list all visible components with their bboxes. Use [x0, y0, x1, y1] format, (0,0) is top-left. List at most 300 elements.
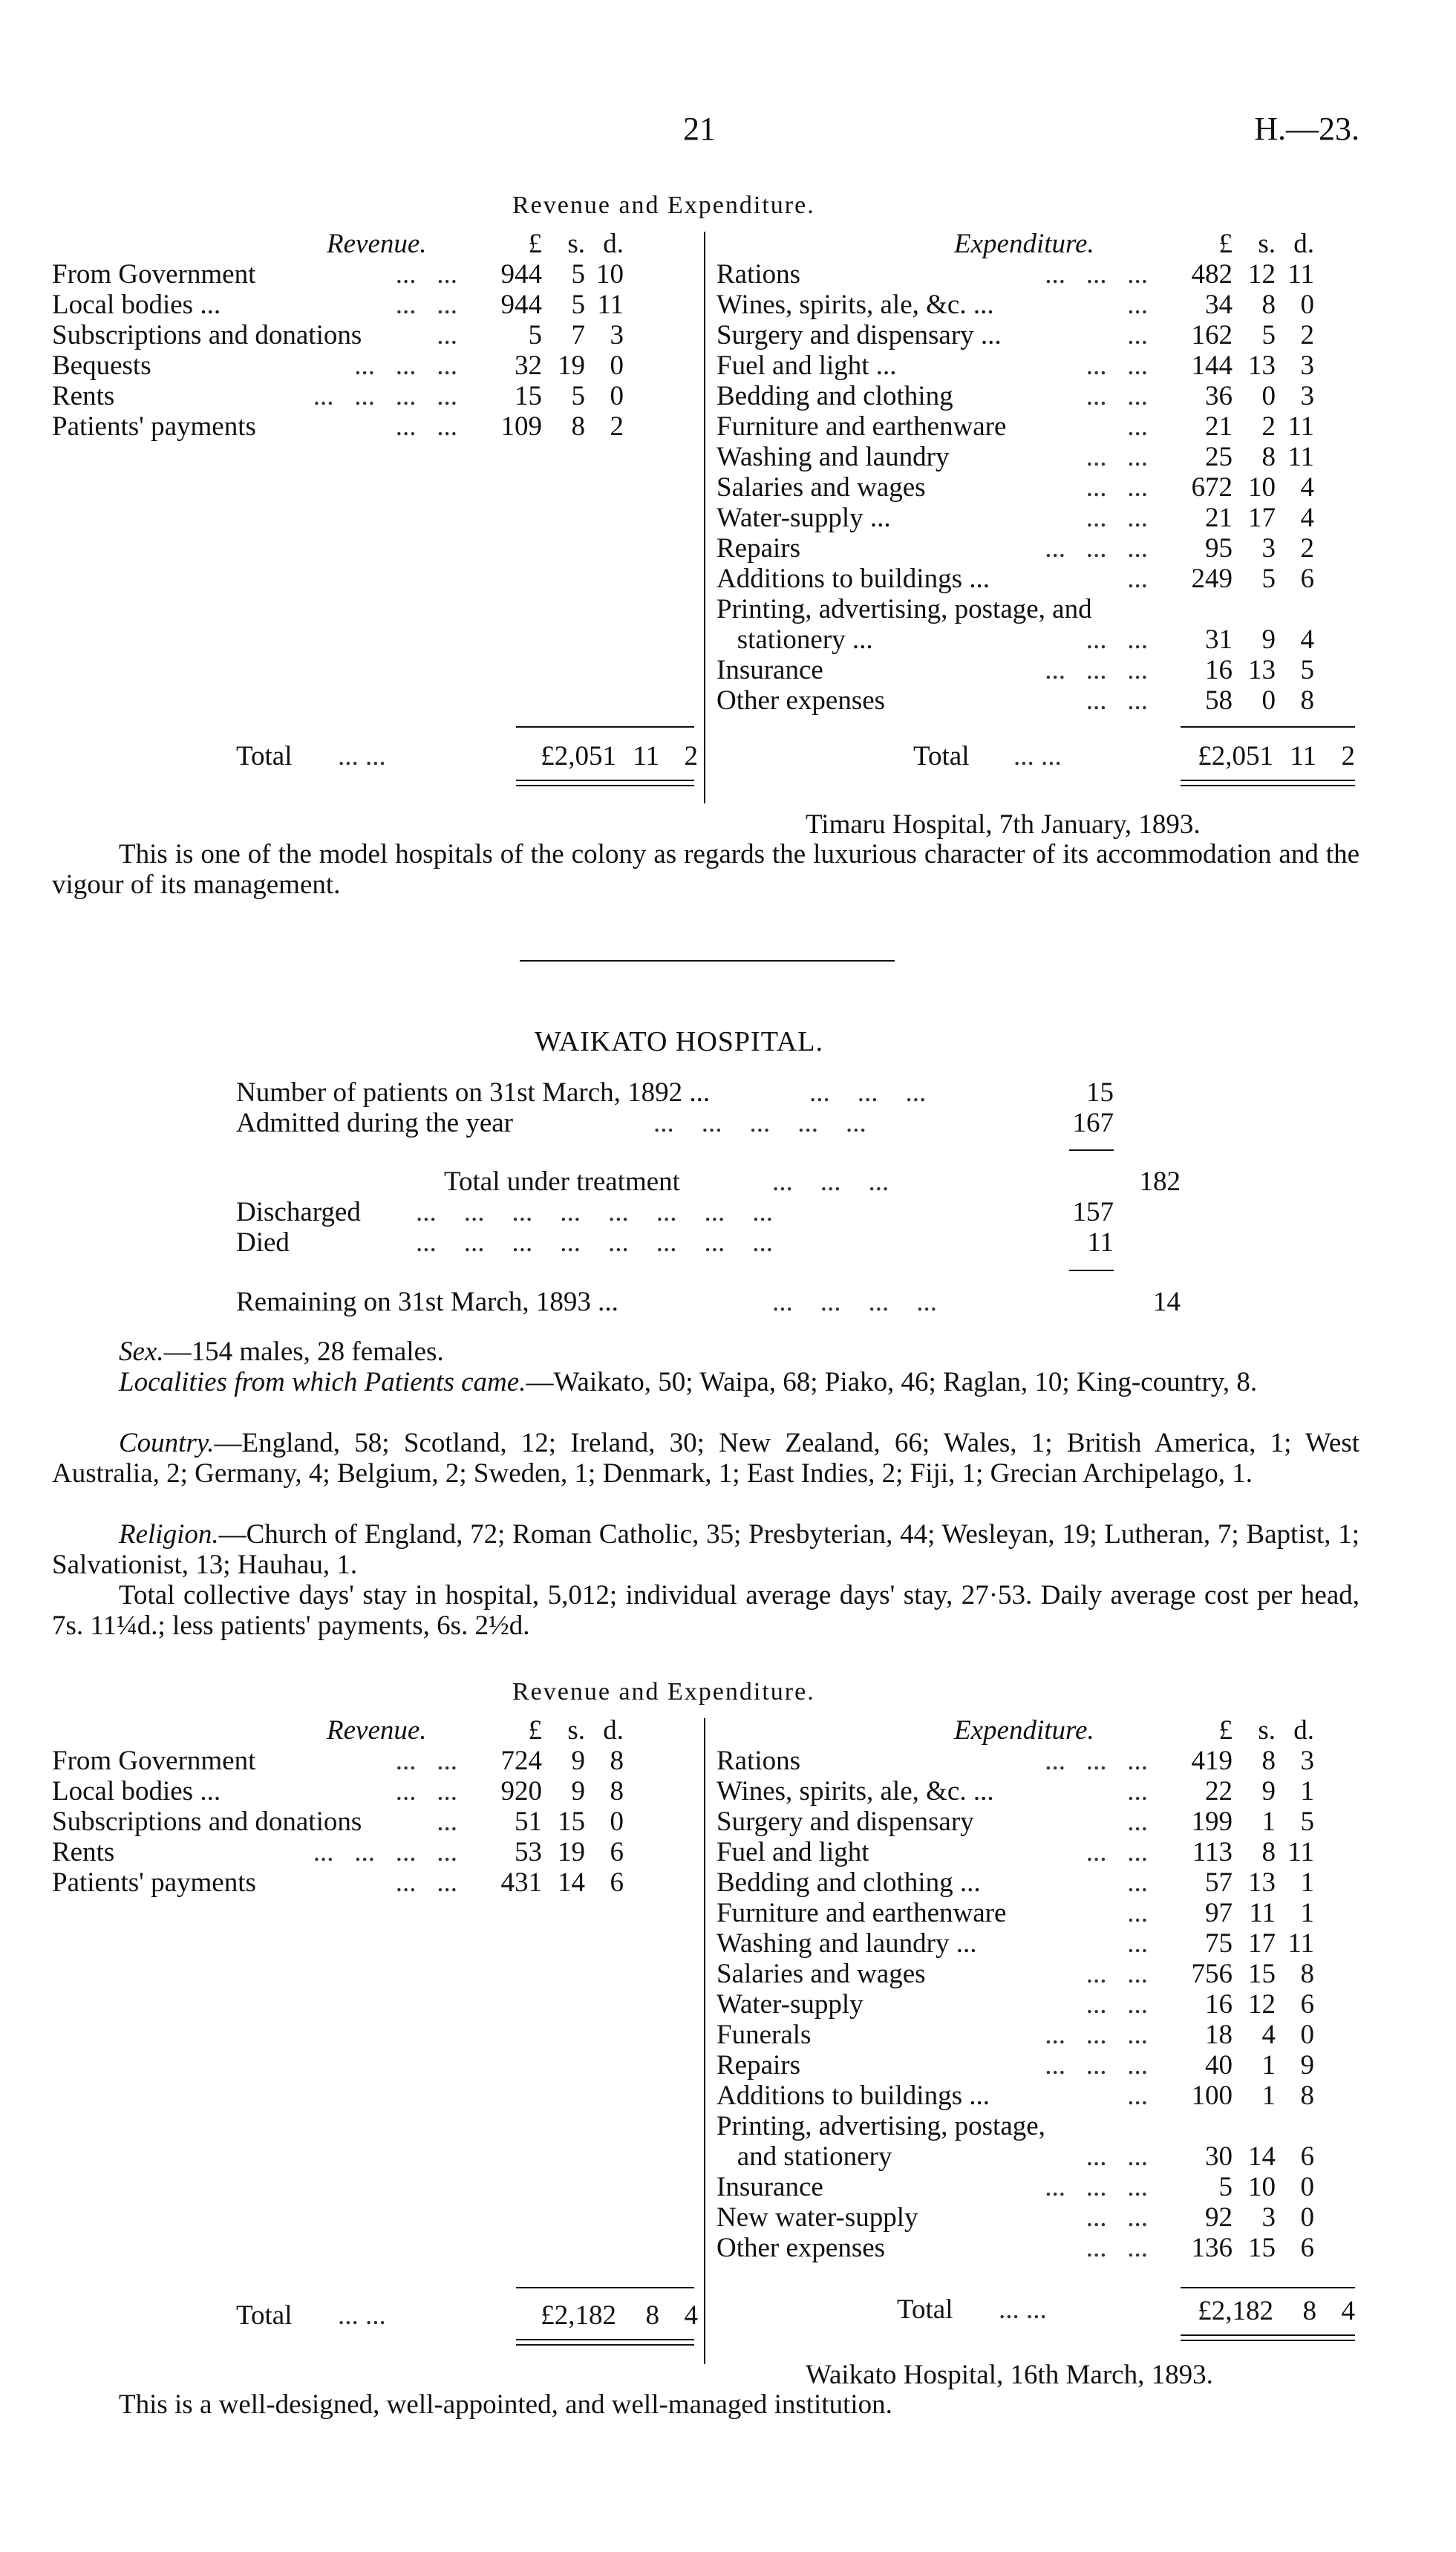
leader-dots: ...	[1127, 290, 1148, 320]
amount-pence: 6	[610, 1837, 624, 1867]
currency-pence-head: d.	[603, 229, 624, 259]
table-row	[52, 320, 624, 350]
leader-dots: ... ...	[1086, 442, 1148, 472]
item-label: stationery ...	[716, 624, 873, 655]
amount-pounds: 100	[1191, 2081, 1233, 2111]
amount-shillings: 17	[1248, 1928, 1276, 1959]
waikato-signoff: Waikato Hospital, 16th March, 1893.	[806, 2360, 1213, 2390]
amount-pounds: 724	[500, 1746, 542, 1776]
leader-dots: ... ... ... ... ... ... ... ...	[416, 1227, 773, 1258]
leader-dots: ... ...	[1086, 2233, 1148, 2263]
total-pounds: £2,182	[541, 2300, 616, 2331]
amount-pounds: 58	[1205, 685, 1233, 716]
waikato-expenditure-heading: Expenditure.	[954, 1715, 1094, 1746]
amount-shillings: 8	[1261, 1837, 1276, 1867]
amount-pounds: 431	[500, 1867, 542, 1898]
row-label	[52, 1807, 468, 1837]
amount-shillings: 1	[1261, 2081, 1276, 2111]
total-pounds: £2,051	[541, 741, 616, 771]
amount-pounds: 920	[500, 1776, 542, 1807]
sum-rule	[1069, 1149, 1114, 1151]
amount-pence: 3	[1300, 350, 1314, 381]
stat-admitted-value: 167	[1072, 1108, 1114, 1138]
item-label: Subscriptions and donations	[52, 320, 362, 350]
item-label: Other expenses	[716, 685, 886, 716]
item-label: Rations	[716, 259, 801, 290]
amount-shillings: 8	[1261, 1746, 1276, 1776]
item-label: Repairs	[716, 2050, 801, 2081]
amount-shillings: 19	[558, 350, 585, 381]
amount-pounds: 16	[1205, 1989, 1233, 2020]
stat-discharged-label: Discharged	[236, 1197, 361, 1227]
table-row	[716, 1928, 1314, 1959]
row-label	[716, 472, 1158, 503]
table-row	[716, 594, 1314, 624]
item-label: Printing, advertising, postage, and	[716, 594, 1092, 624]
row-label	[716, 259, 1158, 290]
amount-pounds: 31	[1205, 624, 1233, 655]
total-pence: 4	[684, 2300, 698, 2331]
leader-dots: ... ...	[395, 259, 457, 290]
amount-pounds: 21	[1205, 411, 1233, 442]
amount-pounds: 18	[1205, 2020, 1233, 2050]
waikato-sex	[52, 1337, 1359, 1367]
amount-shillings: 0	[1261, 381, 1276, 411]
table-row	[716, 1989, 1314, 2020]
row-label	[716, 1898, 1158, 1928]
item-label: From Government	[52, 259, 256, 290]
amount-shillings: 17	[1248, 503, 1276, 533]
item-label: Rents	[52, 1837, 115, 1867]
item-label: Local bodies ...	[52, 1776, 221, 1807]
amount-shillings: 8	[571, 411, 585, 442]
total-shillings: 8	[1302, 2296, 1316, 2326]
leader-dots: ... ...	[1086, 350, 1148, 381]
leader-dots: ... ... ...	[1045, 2172, 1148, 2202]
row-label	[52, 1837, 468, 1867]
leader-dots: ...	[1127, 320, 1148, 350]
stat-number-value: 15	[1086, 1077, 1114, 1108]
item-label: Bequests	[52, 350, 151, 381]
amount-pounds: 16	[1205, 655, 1233, 685]
item-label: Washing and laundry	[716, 442, 950, 472]
amount-shillings: 0	[1261, 685, 1276, 716]
row-label	[716, 2141, 1158, 2172]
leader-dots: ... ... ...	[1045, 2050, 1148, 2081]
amount-shillings: 12	[1248, 1989, 1276, 2020]
double-rule	[1181, 785, 1355, 786]
waikato-localities	[52, 1367, 1359, 1397]
amount-pence: 6	[1300, 1989, 1314, 2020]
waikato-title: WAIKATO HOSPITAL.	[535, 1026, 824, 1057]
row-label	[716, 594, 1158, 624]
leader-dots: ... ... ...	[1045, 533, 1148, 564]
leader-dots: ... ...	[1086, 2202, 1148, 2233]
leader-dots: ... ... ...	[1045, 2020, 1148, 2050]
amount-pence: 2	[1300, 320, 1314, 350]
amount-shillings: 7	[571, 320, 585, 350]
timaru-revenue-total-label: Total	[236, 741, 293, 771]
leader-dots: ... ...	[1086, 1837, 1148, 1867]
amount-pence: 1	[1300, 1898, 1314, 1928]
row-label	[716, 1776, 1158, 1807]
amount-shillings: 2	[1261, 411, 1276, 442]
double-rule	[1181, 2340, 1355, 2341]
table-row	[716, 1898, 1314, 1928]
amount-pence: 4	[1300, 472, 1314, 503]
timaru-signoff: Timaru Hospital, 7th January, 1893.	[806, 809, 1201, 840]
currency-pounds-head: £	[1218, 1715, 1233, 1746]
amount-pence: 11	[1287, 1928, 1314, 1959]
total-pence: 2	[1341, 741, 1355, 771]
row-label	[716, 350, 1158, 381]
amount-shillings: 5	[1261, 564, 1276, 594]
amount-pounds: 15	[515, 381, 542, 411]
leader-dots: ... ... ...	[1045, 1746, 1148, 1776]
amount-pounds: 51	[515, 1807, 542, 1837]
document-reference: H.—23.	[1254, 111, 1359, 147]
amount-pounds: 672	[1191, 472, 1233, 503]
amount-pence: 4	[1300, 624, 1314, 655]
total-pounds: £2,182	[1198, 2296, 1273, 2326]
column-divider	[704, 232, 705, 803]
amount-shillings: 9	[1261, 624, 1276, 655]
item-label: Water-supply ...	[716, 503, 891, 533]
amount-pounds: 57	[1205, 1867, 1233, 1898]
row-label	[716, 533, 1158, 564]
row-label	[716, 1959, 1158, 1989]
leader-dots: ... ... ...	[809, 1077, 927, 1108]
stat-number-label: Number of patients on 31st March, 1892 ...	[236, 1077, 711, 1108]
row-label	[52, 259, 468, 290]
table-row	[716, 381, 1314, 411]
row-label	[52, 290, 468, 320]
row-label	[52, 381, 468, 411]
leader-dots: ... ...	[338, 2300, 386, 2331]
amount-pence: 11	[1287, 1837, 1314, 1867]
total-shillings: 11	[1290, 741, 1316, 771]
amount-pounds: 5	[528, 320, 542, 350]
leader-dots: ... ...	[338, 741, 386, 771]
amount-shillings: 3	[1261, 2202, 1276, 2233]
waikato-revenue-heading: Revenue.	[327, 1715, 427, 1746]
religion-heading: Religion.	[119, 1519, 219, 1550]
leader-dots: ...	[1127, 1807, 1148, 1837]
row-label	[716, 655, 1158, 685]
total-pounds: £2,051	[1198, 741, 1273, 771]
amount-shillings: 10	[1248, 2172, 1276, 2202]
table-row	[716, 290, 1314, 320]
amount-pounds: 75	[1205, 1928, 1233, 1959]
amount-pounds: 756	[1191, 1959, 1233, 1989]
item-label: and stationery	[716, 2141, 892, 2172]
currency-shillings-head: s.	[567, 1715, 585, 1746]
amount-pence: 4	[1300, 503, 1314, 533]
row-label	[52, 1776, 468, 1807]
amount-shillings: 15	[558, 1807, 585, 1837]
amount-pence: 0	[610, 1807, 624, 1837]
waikato-expenditure-total-label: Total	[897, 2294, 953, 2325]
amount-pence: 2	[610, 411, 624, 442]
item-label: Surgery and dispensary ...	[716, 320, 1002, 350]
item-label: Printing, advertising, postage,	[716, 2111, 1045, 2141]
table-row	[52, 290, 624, 320]
currency-shillings-head: s.	[1258, 1715, 1276, 1746]
amount-pence: 0	[1300, 2020, 1314, 2050]
amount-pence: 5	[1300, 655, 1314, 685]
currency-pounds-head: £	[1218, 229, 1233, 259]
sex-heading: Sex.	[119, 1337, 164, 1367]
item-label: Fuel and light	[716, 1837, 869, 1867]
amount-shillings: 11	[1249, 1898, 1276, 1928]
amount-pence: 6	[1300, 2141, 1314, 2172]
total-rule	[516, 726, 694, 728]
amount-pounds: 34	[1205, 290, 1233, 320]
table-row	[716, 1959, 1314, 1989]
amount-pence: 6	[1300, 2233, 1314, 2263]
leader-dots: ... ... ...	[354, 350, 457, 381]
amount-shillings: 1	[1261, 2050, 1276, 2081]
sum-rule	[1069, 1270, 1114, 1271]
table-row	[716, 1867, 1314, 1898]
amount-pence: 3	[1300, 381, 1314, 411]
waikato-remark: This is a well-designed, well-appointed, and well-managed institution.	[119, 2389, 892, 2420]
waikato-revenue-table	[52, 1715, 624, 1898]
row-label	[716, 1807, 1158, 1837]
table-row	[716, 442, 1314, 472]
localities-heading: Localities from which Patients came.	[119, 1367, 526, 1397]
item-label: Wines, spirits, ale, &c. ...	[716, 1776, 994, 1807]
row-label	[716, 624, 1158, 655]
amount-pence: 5	[1300, 1807, 1314, 1837]
section-divider	[520, 960, 895, 962]
currency-pence-head: d.	[1293, 1715, 1314, 1746]
amount-pence: 0	[610, 350, 624, 381]
amount-pounds: 419	[1191, 1746, 1233, 1776]
table-row	[52, 1807, 624, 1837]
timaru-expenditure-total-label: Total	[913, 741, 970, 771]
amount-shillings: 19	[558, 1837, 585, 1867]
row-label	[716, 2172, 1158, 2202]
amount-shillings: 5	[571, 290, 585, 320]
stat-admitted-label: Admitted during the year	[236, 1108, 513, 1138]
column-divider	[704, 1718, 705, 2364]
amount-pence: 6	[610, 1867, 624, 1898]
currency-pounds-head: £	[528, 229, 542, 259]
amount-pence: 2	[1300, 533, 1314, 564]
double-rule	[516, 2339, 694, 2340]
table-row	[52, 259, 624, 290]
table-row	[52, 411, 624, 442]
total-rule	[1181, 726, 1355, 728]
row-label	[716, 2202, 1158, 2233]
sex-text: —154 males, 28 females.	[163, 1337, 444, 1367]
item-label: Other expenses	[716, 2233, 886, 2263]
amount-shillings: 13	[1248, 350, 1276, 381]
amount-pounds: 32	[515, 350, 542, 381]
amount-pounds: 109	[500, 411, 542, 442]
waikato-religion	[52, 1519, 1359, 1580]
leader-dots: ... ...	[1086, 2141, 1148, 2172]
table-row	[52, 381, 624, 411]
leader-dots: ... ... ... ...	[772, 1287, 937, 1317]
total-pence: 2	[684, 741, 698, 771]
item-label: Local bodies ...	[52, 290, 221, 320]
item-label: Bedding and clothing ...	[716, 1867, 981, 1898]
table-row	[52, 1746, 624, 1776]
amount-pounds: 162	[1191, 320, 1233, 350]
total-rule	[516, 2287, 694, 2288]
amount-shillings: 15	[1248, 2233, 1276, 2263]
row-label	[716, 411, 1158, 442]
waikato-finance-title: Revenue and Expenditure.	[512, 1678, 815, 1706]
leader-dots: ...	[1127, 1867, 1148, 1898]
amount-pounds: 95	[1205, 533, 1233, 564]
amount-pounds: 944	[500, 290, 542, 320]
table-row	[716, 2141, 1314, 2172]
amount-pounds: 5	[1218, 2172, 1233, 2202]
item-label: Furniture and earthenware	[716, 1898, 1007, 1928]
currency-shillings-head: s.	[567, 229, 585, 259]
leader-dots: ...	[437, 1807, 457, 1837]
stat-discharged-value: 157	[1072, 1197, 1114, 1227]
item-label: Insurance	[716, 2172, 823, 2202]
amount-pounds: 92	[1205, 2202, 1233, 2233]
row-label	[716, 564, 1158, 594]
item-label: Surgery and dispensary	[716, 1807, 974, 1837]
table-row	[716, 2111, 1314, 2141]
localities-text: —Waikato, 50; Waipa, 68; Piako, 46; Raglan, 10; King-country, 8.	[526, 1367, 1258, 1397]
leader-dots: ...	[1127, 1898, 1148, 1928]
amount-pounds: 40	[1205, 2050, 1233, 2081]
item-label: Rents	[52, 381, 115, 411]
item-label: Washing and laundry ...	[716, 1928, 977, 1959]
item-label: Subscriptions and donations	[52, 1807, 362, 1837]
amount-pence: 11	[1287, 411, 1314, 442]
amount-pounds: 482	[1191, 259, 1233, 290]
table-row	[716, 2233, 1314, 2263]
amount-pence: 8	[1300, 685, 1314, 716]
total-pence: 4	[1341, 2296, 1355, 2326]
amount-pounds: 53	[515, 1837, 542, 1867]
amount-pence: 11	[1287, 259, 1314, 290]
amount-shillings	[1233, 594, 1276, 624]
currency-shillings-head: s.	[1258, 229, 1276, 259]
timaru-revenue-heading: Revenue.	[327, 229, 427, 259]
item-label: Additions to buildings ...	[716, 2081, 990, 2111]
amount-pence: 3	[1300, 1746, 1314, 1776]
waikato-expenditure-table	[716, 1715, 1314, 2263]
stat-total-label: Total under treatment	[444, 1166, 680, 1197]
page-number: 21	[683, 111, 716, 147]
amount-shillings: 3	[1261, 533, 1276, 564]
table-row	[716, 350, 1314, 381]
item-label: Patients' payments	[52, 411, 256, 442]
row-label	[716, 290, 1158, 320]
row-label	[716, 320, 1158, 350]
row-label	[716, 685, 1158, 716]
timaru-revenue-total	[512, 741, 698, 771]
leader-dots: ... ...	[1086, 472, 1148, 503]
row-label	[716, 1928, 1158, 1959]
row-label	[716, 2081, 1158, 2111]
item-label: Salaries and wages	[716, 1959, 926, 1989]
stat-remaining-label: Remaining on 31st March, 1893 ...	[236, 1287, 618, 1317]
amount-shillings: 5	[1261, 320, 1276, 350]
amount-pounds	[1158, 594, 1233, 624]
table-row	[52, 1837, 624, 1867]
timaru-expenditure-table	[716, 229, 1314, 716]
table-row	[716, 1807, 1314, 1837]
row-label	[716, 381, 1158, 411]
table-row	[716, 259, 1314, 290]
amount-pounds: 36	[1205, 381, 1233, 411]
item-label: From Government	[52, 1746, 256, 1776]
item-label: Patients' payments	[52, 1867, 256, 1898]
table-row	[716, 2081, 1314, 2111]
row-label	[716, 1746, 1158, 1776]
leader-dots: ... ...	[1086, 381, 1148, 411]
amount-pounds	[1158, 2111, 1233, 2141]
amount-shillings: 8	[1261, 290, 1276, 320]
waikato-revenue-total-label: Total	[236, 2300, 293, 2331]
total-shillings: 8	[645, 2300, 659, 2331]
amount-pounds: 944	[500, 259, 542, 290]
row-label	[52, 411, 468, 442]
leader-dots: ... ...	[1086, 685, 1148, 716]
amount-pence: 0	[1300, 290, 1314, 320]
table-row	[52, 1867, 624, 1898]
amount-pence: 11	[1287, 442, 1314, 472]
leader-dots: ...	[1127, 1928, 1148, 1959]
row-label	[716, 1867, 1158, 1898]
table-row	[716, 655, 1314, 685]
table-row	[716, 624, 1314, 655]
row-label	[716, 2020, 1158, 2050]
table-row	[52, 350, 624, 381]
amount-shillings: 9	[571, 1746, 585, 1776]
leader-dots: ... ...	[1086, 1959, 1148, 1989]
waikato-country	[52, 1428, 1359, 1489]
table-row	[716, 320, 1314, 350]
leader-dots: ... ... ...	[772, 1166, 889, 1197]
leader-dots: ... ...	[395, 1867, 457, 1898]
amount-pounds: 249	[1191, 564, 1233, 594]
amount-shillings: 5	[571, 381, 585, 411]
leader-dots: ...	[437, 320, 457, 350]
row-label	[716, 2233, 1158, 2263]
waikato-stay: Total collective days' stay in hospital, 5,012; individual average days' stay, 27·53. Daily average cost per head, 7s. 11¼d.; less patients' payments, 6s. 2½d.	[52, 1580, 1359, 1641]
item-label: Insurance	[716, 655, 823, 685]
amount-pence: 3	[610, 320, 624, 350]
item-label: Additions to buildings ...	[716, 564, 990, 594]
item-label: Funerals	[716, 2020, 812, 2050]
table-row	[716, 2020, 1314, 2050]
amount-shillings: 15	[1248, 1959, 1276, 1989]
amount-pounds: 21	[1205, 503, 1233, 533]
amount-pence: 8	[610, 1746, 624, 1776]
leader-dots: ... ... ... ...	[313, 381, 457, 411]
leader-dots: ...	[1127, 1776, 1148, 1807]
amount-pounds: 25	[1205, 442, 1233, 472]
leader-dots: ... ...	[395, 411, 457, 442]
amount-shillings: 10	[1248, 472, 1276, 503]
amount-shillings: 1	[1261, 1807, 1276, 1837]
amount-shillings: 9	[571, 1776, 585, 1807]
amount-pence	[1276, 594, 1314, 624]
row-label	[52, 320, 468, 350]
item-label: Repairs	[716, 533, 801, 564]
